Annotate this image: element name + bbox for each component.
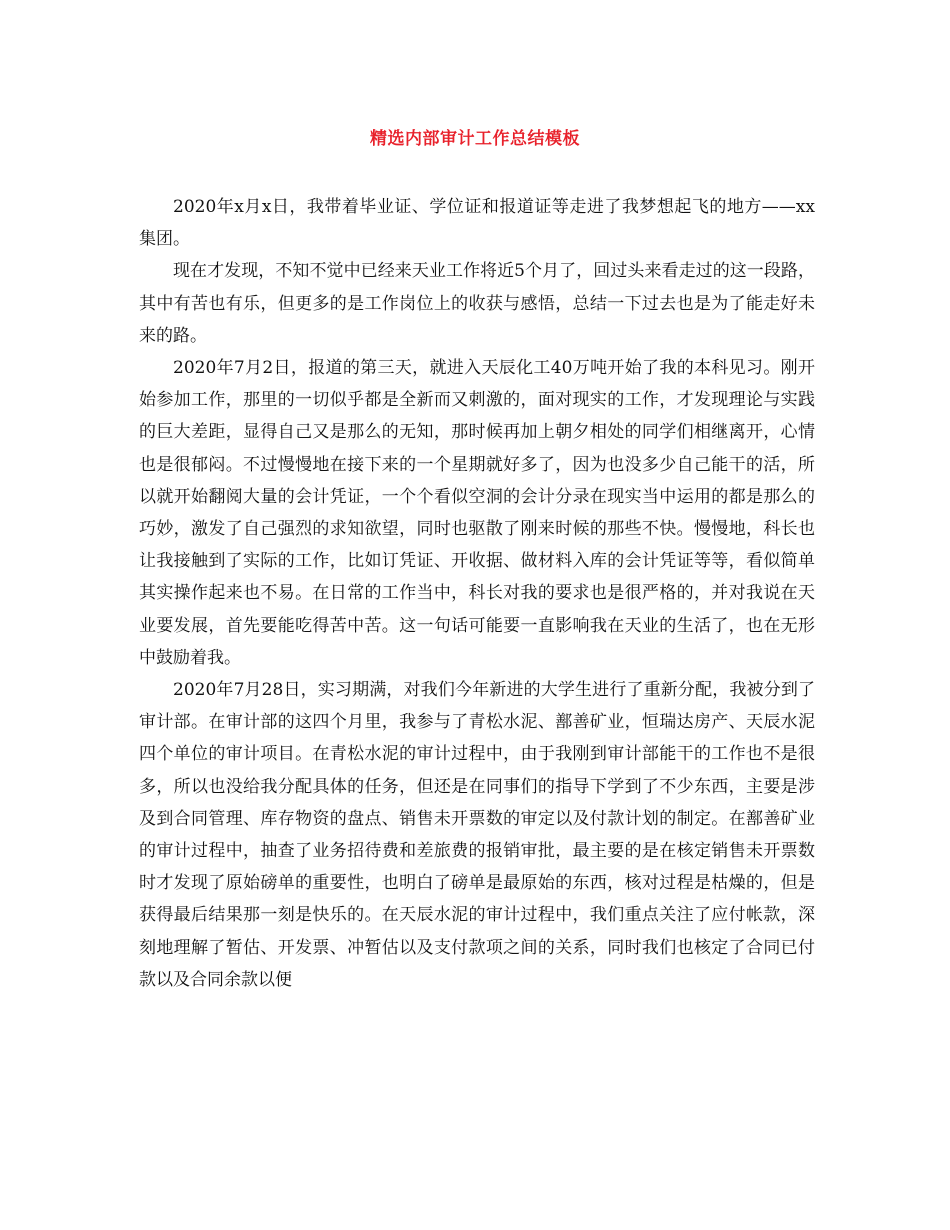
paragraph: 2020年7月28日，实习期满，对我们今年新进的大学生进行了重新分配，我被分到了审计部。在审计部的这四个月里，我参与了青松水泥、鄯善矿业，恒瑞达房产、天辰水泥四个单位的审计项目。在青松水泥的审计过程中，由于我刚到审计部能干的工作也不是很多，所以也没给我分配具体的任务，但还是在同事们的指导下学到了不少东西，主要是涉及到合同管理、库存物资的盘点、销售未开票数的审定以及付款计划的制定。在鄯善矿业的审计过程中，抽查了业务招待费和差旅费的报销审批，最主要的是在核定销售未开票数时才发现了原始磅单的重要性，也明白了磅单是最原始的东西，核对过程是枯燥的，但是获得最后结果那一刻是快乐的。在天辰水泥的审计过程中，我们重点关注了应付帐款，深刻地理解了暂估、开发票、冲暂估以及支付款项之间的关系，同时我们也核定了合同已付款以及合同余款以便 [139, 680, 815, 990]
paragraph: 2020年7月2日，报道的第三天，就进入天辰化工40万吨开始了我的本科见习。刚开始参加工作，那里的一切似乎都是全新而又刺激的，面对现实的工作，才发现理论与实践的巨大差距，显得自己又是那么的无知，那时候再加上朝夕相处的同学们相继离开，心情也是很郁闷。不过慢慢地在接下来的一个星期就好多了，因为也没多少自己能干的活，所以就开始翻阅大量的会计凭证，一个个看似空洞的会计分录在现实当中运用的都是那么的巧妙，激发了自己强烈的求知欲望，同时也驱散了刚来时候的那些不快。慢慢地，科长也让我接触到了实际的工作，比如订凭证、开收据、做材料入库的会计凭证等等，看似简单其实操作起来也不易。在日常的工作当中，科长对我的要求也是很严格的，并对我说在天业要发展，首先要能吃得苦中苦。这一句话可能要一直影响我在天业的生活了，也在无形中鼓励着我。 [139, 358, 815, 668]
document-title: 精选内部审计工作总结模板 [370, 129, 580, 149]
document-body [139, 191, 815, 996]
paragraph: 2020年x月x日，我带着毕业证、学位证和报道证等走进了我梦想起飞的地方——xx集团。 [139, 197, 815, 250]
paragraph: 现在才发现，不知不觉中已经来天业工作将近5个月了，回过头来看走过的这一段路，其中有苦也有乐，但更多的是工作岗位上的收获与感悟，总结一下过去也是为了能走好未来的路。 [139, 261, 815, 346]
